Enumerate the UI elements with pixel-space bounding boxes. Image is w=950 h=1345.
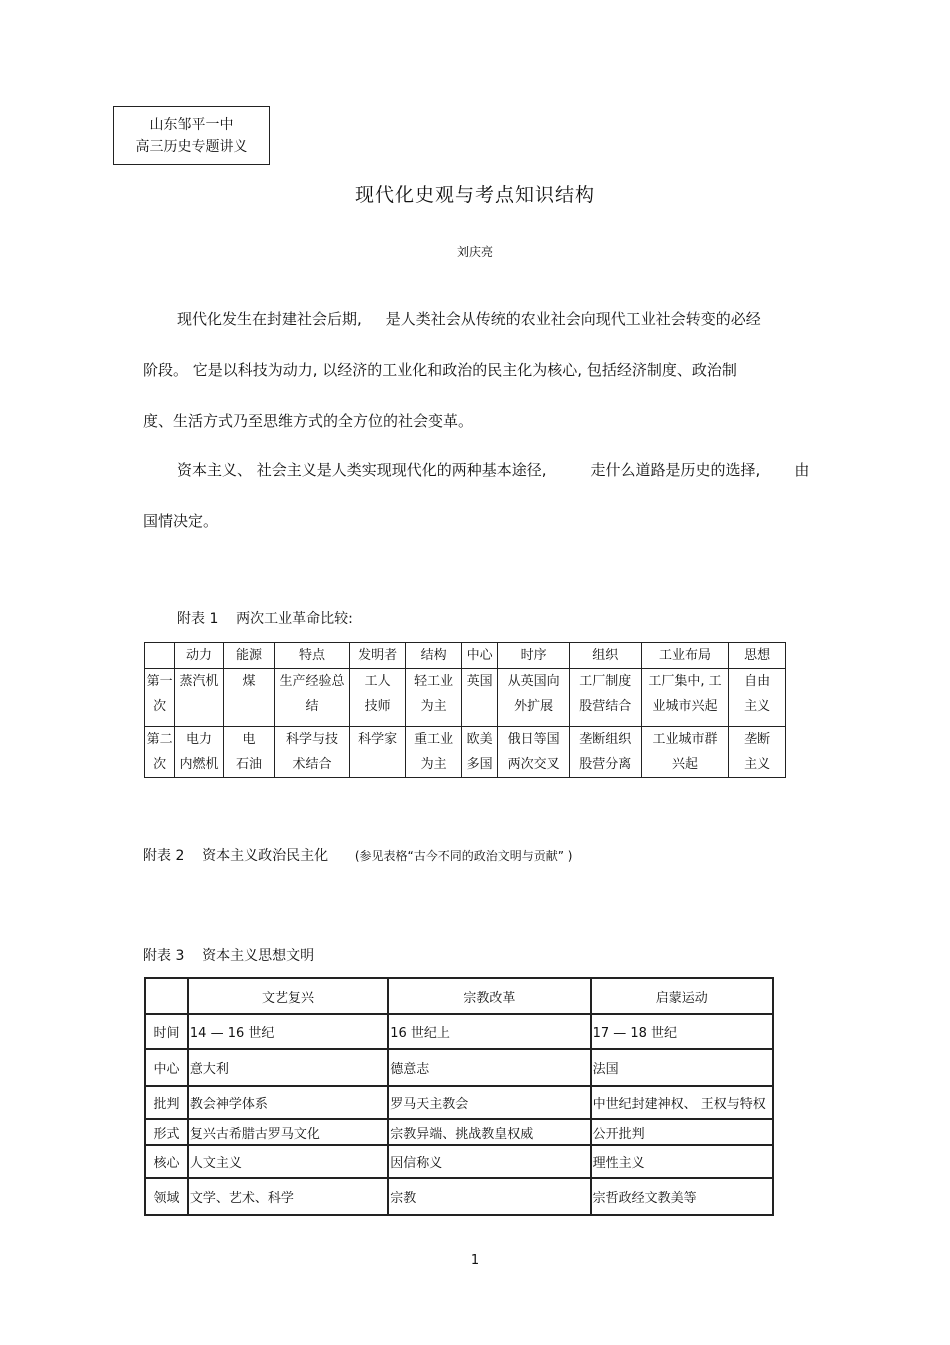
table1-header-row (145, 643, 786, 669)
table1-cell: 蒸汽机 (175, 669, 223, 727)
table1-cell: 垄断 主义 (729, 727, 786, 778)
paragraph1-line1 (177, 308, 761, 329)
table3-cell: 因信称义 (388, 1145, 590, 1178)
table1-cell: 重工业 为主 (406, 727, 462, 778)
table3-cell: 公开批判 (591, 1119, 773, 1145)
table1-cell: 科学家 (349, 727, 406, 778)
paragraph1-line1-a: 现代化发生在封建社会后期, (177, 310, 362, 328)
table3-cell: 宗教异端、挑战教皇权威 (388, 1119, 590, 1145)
table1-row-label: 第一 次 (145, 669, 175, 727)
table3-row-label: 中心 (145, 1049, 188, 1086)
table1-header-cell (145, 643, 175, 669)
table3-cell: 16 世纪上 (388, 1014, 590, 1049)
table1-cell: 自由 主义 (729, 669, 786, 727)
table1-header-cell: 动力 (175, 643, 223, 669)
table1-cell: 工厂制度 股营结合 (569, 669, 641, 727)
table3-row-label: 形式 (145, 1119, 188, 1145)
table1-cell: 英国 (461, 669, 497, 727)
table1-header-cell: 思想 (729, 643, 786, 669)
table3-cell: 17 — 18 世纪 (591, 1014, 773, 1049)
capitalist-thought-table (144, 977, 774, 1216)
table3-cell: 意大利 (188, 1049, 388, 1086)
table1-header-cell: 工业布局 (641, 643, 729, 669)
table1-header-cell: 结构 (406, 643, 462, 669)
table1-header-cell: 中心 (461, 643, 497, 669)
paragraph2-line1 (177, 459, 809, 480)
table3-cell: 法国 (591, 1049, 773, 1086)
table1-row (145, 727, 786, 778)
table3-row (145, 1145, 773, 1178)
paragraph2-line1-c: 由 (794, 461, 810, 479)
table3-header-cell: 宗教改革 (388, 978, 590, 1014)
paragraph2-line2: 国情决定。 (143, 512, 219, 530)
table3-cell: 罗马天主教会 (388, 1086, 590, 1119)
table2-caption (143, 845, 573, 865)
table1-cell: 工厂集中, 工 业城市兴起 (641, 669, 729, 727)
table1-caption (177, 608, 353, 628)
table3-cell: 德意志 (388, 1049, 590, 1086)
table1-cell: 工业城市群 兴起 (641, 727, 729, 778)
table3-row (145, 1119, 773, 1145)
table3-caption-label: 附表 3 (143, 948, 185, 964)
table1-cell: 俄日等国 两次交叉 (498, 727, 570, 778)
paragraph1-line1-b: 是人类社会从传统的农业社会向现代工业社会转变的必经 (385, 310, 761, 328)
table1-row-label: 第二 次 (145, 727, 175, 778)
page-title: 现代化史观与考点知识结构 (354, 184, 595, 206)
table1-cell: 电 石油 (223, 727, 274, 778)
table1-cell: 欧美 多国 (461, 727, 497, 778)
author: 刘庆亮 (456, 245, 493, 259)
table3-header-cell: 启蒙运动 (591, 978, 773, 1014)
table3-row-label: 批判 (145, 1086, 188, 1119)
table2-caption-note: (参见表格“古今不同的政治文明与贡献” ) (354, 849, 573, 863)
paragraph2-line1-a: 资本主义、 社会主义是人类实现现代化的两种基本途径, (177, 461, 547, 479)
table1-header-cell: 组织 (569, 643, 641, 669)
table3-header-cell: 文艺复兴 (188, 978, 388, 1014)
table3-header-cell (145, 978, 188, 1014)
table1-cell: 工人 技师 (349, 669, 406, 727)
table3-header-row (145, 978, 773, 1014)
table1-header-cell: 能源 (223, 643, 274, 669)
table3-cell: 中世纪封建神权、 王权与特权 (591, 1086, 773, 1119)
industrial-revolution-table (144, 642, 786, 778)
table3-cell: 14 — 16 世纪 (188, 1014, 388, 1049)
table3-row (145, 1049, 773, 1086)
table1-header-cell: 发明者 (349, 643, 406, 669)
table3-cell: 教会神学体系 (188, 1086, 388, 1119)
table3-row-label: 领域 (145, 1178, 188, 1215)
table3-row-label: 时间 (145, 1014, 188, 1049)
table1-caption-text: 两次工业革命比较: (236, 611, 353, 627)
table3-cell: 文学、艺术、科学 (188, 1178, 388, 1215)
table3-row-label: 核心 (145, 1145, 188, 1178)
table3-cell: 人文主义 (188, 1145, 388, 1178)
paragraph1-line3: 度、生活方式乃至思维方式的全方位的社会变革。 (143, 412, 474, 430)
table1-header-cell: 时序 (498, 643, 570, 669)
table3-row (145, 1178, 773, 1215)
table3-row (145, 1086, 773, 1119)
header-course: 高三历史专题讲义 (135, 139, 248, 155)
table1-cell: 垄断组织 股营分离 (569, 727, 641, 778)
table1-cell: 轻工业 为主 (406, 669, 462, 727)
header-school: 山东邹平一中 (149, 117, 234, 133)
header-box (113, 106, 270, 165)
table2-caption-label: 附表 2 (143, 848, 185, 864)
table1-header-cell: 特点 (275, 643, 350, 669)
table3-cell: 理性主义 (591, 1145, 773, 1178)
table3-cell: 宗教 (388, 1178, 590, 1215)
table2-caption-text: 资本主义政治民主化 (202, 848, 329, 864)
table3-cell: 复兴古希腊古罗马文化 (188, 1119, 388, 1145)
table1-caption-label: 附表 1 (177, 611, 219, 627)
table3-row (145, 1014, 773, 1049)
paragraph1-line2: 阶段。 它是以科技为动力, 以经济的工业化和政治的民主化为核心, 包括经济制度、政治制 (143, 361, 737, 379)
table3-caption (143, 945, 314, 965)
table1-cell: 电力 内燃机 (175, 727, 223, 778)
page-number: 1 (470, 1253, 480, 1268)
table1-cell: 从英国向 外扩展 (498, 669, 570, 727)
table1-cell: 科学与技 术结合 (275, 727, 350, 778)
table1-cell: 煤 (223, 669, 274, 727)
table1-cell: 生产经验总 结 (275, 669, 350, 727)
table3-caption-text: 资本主义思想文明 (202, 948, 315, 964)
table3-cell: 宗哲政经文教美等 (591, 1178, 773, 1215)
paragraph2-line1-b: 走什么道路是历史的选择, (590, 461, 761, 479)
table1-row (145, 669, 786, 727)
